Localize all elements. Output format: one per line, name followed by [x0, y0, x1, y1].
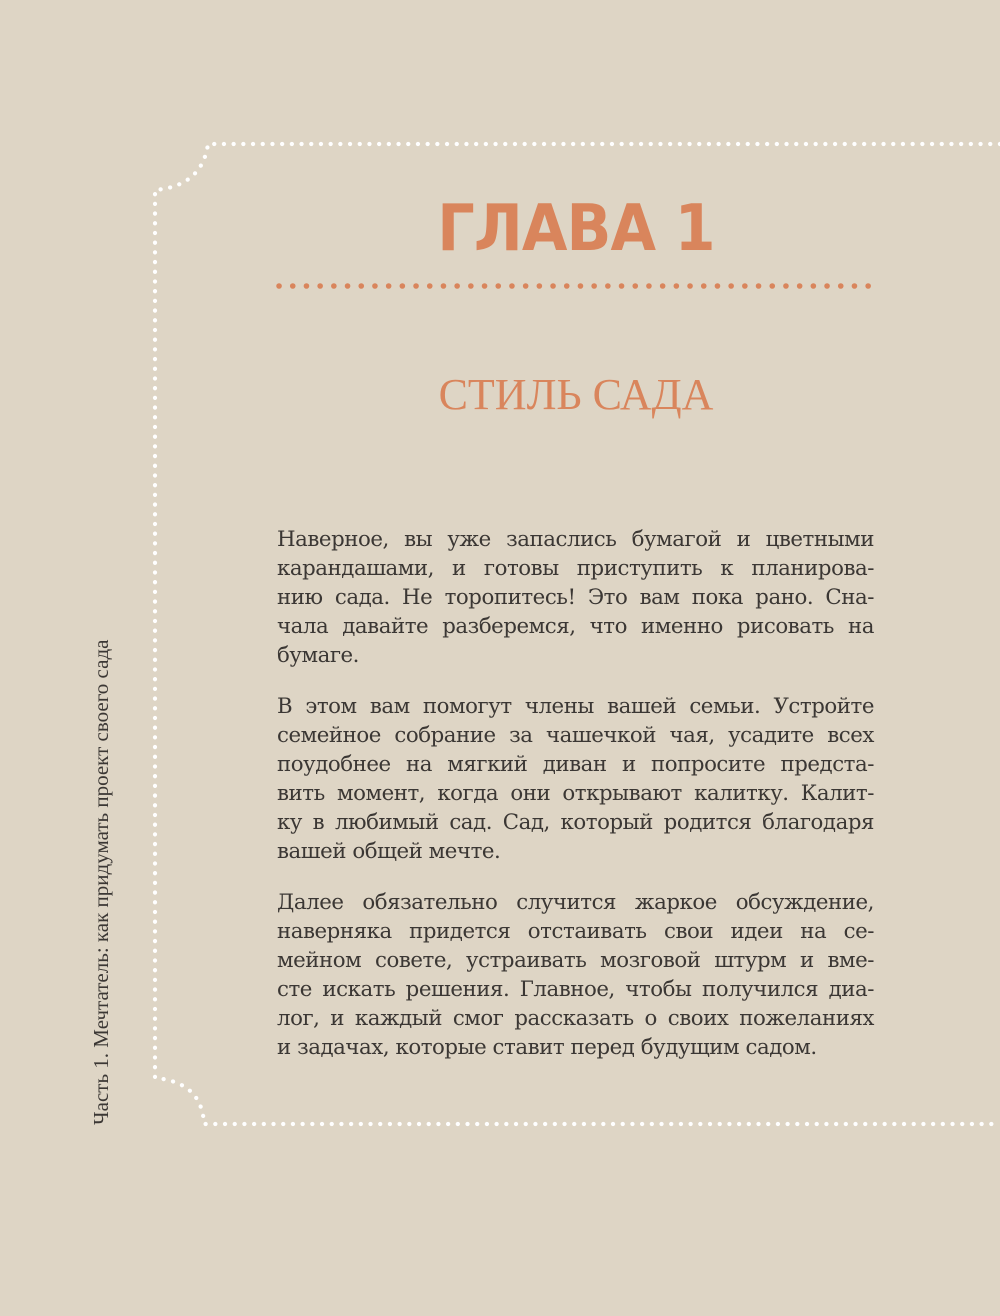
- text-line: бумаге.: [277, 643, 359, 668]
- text-line: поудобнее на мягкий диван и попросите предста-: [277, 752, 874, 777]
- paragraph-1: [277, 525, 874, 670]
- text-line: ку в любимый сад. Сад, который родится благодаря: [277, 810, 874, 835]
- text-line: Наверное, вы уже запаслись бумагой и цветными: [277, 527, 874, 552]
- text-line: сте искать решения. Главное, чтобы получился диа-: [277, 977, 874, 1002]
- text-line: наверняка придется отстаивать свои идеи на се-: [277, 919, 874, 944]
- text-line: и задачах, которые ставит перед будущим садом.: [277, 1035, 817, 1060]
- paragraph-2: [277, 692, 874, 866]
- text-line: чала давайте разберемся, что именно рисовать на: [277, 614, 874, 639]
- chapter-label: ГЛАВА 1: [437, 192, 715, 266]
- text-line: лог, и каждый смог рассказать о своих пожеланиях: [277, 1006, 874, 1031]
- text-line: мейном совете, устраивать мозговой штурм и вме-: [277, 948, 874, 973]
- text-line: Далее обязательно случится жаркое обсуждение,: [277, 890, 874, 915]
- paragraph-3: [277, 888, 874, 1062]
- running-head-vertical: Часть 1. Мечтатель: как придумать проект своего сада: [89, 639, 113, 1125]
- section-title: СТИЛЬ САДА: [438, 370, 714, 419]
- text-line: В этом вам помогут члены вашей семьи. Устройте: [277, 694, 874, 719]
- text-line: вашей общей мечте.: [277, 839, 501, 864]
- text-line: нию сада. Не торопитесь! Это вам пока рано. Сна-: [277, 585, 874, 610]
- body-text: [277, 525, 874, 1084]
- text-line: карандашами, и готовы приступить к планирова-: [277, 556, 874, 581]
- text-line: семейное собрание за чашечкой чая, усадите всех: [277, 723, 874, 748]
- text-line: вить момент, когда они открывают калитку. Калит-: [277, 781, 874, 806]
